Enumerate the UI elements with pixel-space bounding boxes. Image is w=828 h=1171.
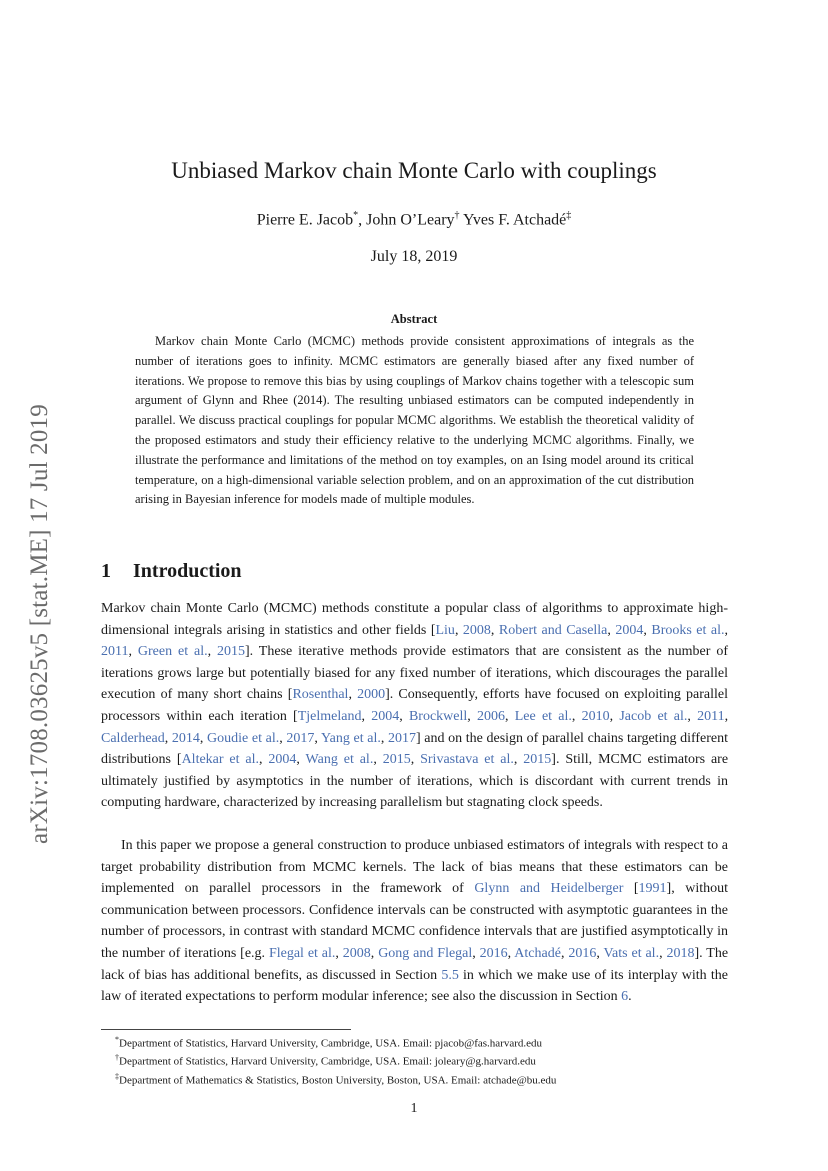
- citation-link[interactable]: 2011: [101, 644, 129, 660]
- body-text: ,: [335, 945, 343, 961]
- body-text: ,: [724, 622, 728, 638]
- citation-link[interactable]: Calderhead: [101, 730, 165, 746]
- citation-link[interactable]: 2004: [615, 622, 644, 638]
- body-text: ]. The lack of bias has additional benefits, as discussed in Section: [101, 945, 729, 983]
- body-text: ,: [507, 945, 515, 961]
- body-text: ,: [199, 730, 208, 746]
- citation-link[interactable]: Robert and Casella: [498, 622, 608, 638]
- footnotes: [115, 1033, 735, 1088]
- arxiv-sidebar: [20, 368, 60, 880]
- author-footnote-mark[interactable]: *: [353, 210, 359, 221]
- body-text: ,: [399, 708, 409, 724]
- citation-link[interactable]: Flegal et al.: [268, 945, 336, 961]
- body-text: ,: [128, 644, 138, 660]
- citation-link[interactable]: Lee et al.: [514, 708, 572, 724]
- footnote-text: Department of Mathematics & Statistics, Boston University, Boston, USA. Email: atchade@bu.edu: [119, 1074, 557, 1087]
- arxiv-identifier: arXiv:1708.03625v5 [stat.ME] 17 Jul 2019: [26, 404, 53, 844]
- body-text: ,: [596, 945, 604, 961]
- citation-link[interactable]: Altekar et al.: [181, 752, 260, 768]
- citation-link[interactable]: Goudie et al.: [207, 730, 280, 746]
- citation-link[interactable]: 2008: [462, 622, 491, 638]
- citation-link[interactable]: 2018: [666, 945, 695, 961]
- page-number: 1: [410, 1101, 418, 1116]
- citation-link[interactable]: 2016: [568, 945, 597, 961]
- body-text: .: [628, 989, 632, 1005]
- section-title: Introduction: [133, 560, 242, 582]
- body-text: ,: [560, 945, 569, 961]
- author-footnote-mark[interactable]: †: [454, 210, 460, 221]
- body-text: ,: [724, 708, 729, 724]
- body-text: ,: [607, 622, 616, 638]
- citation-link[interactable]: Tjelmeland: [297, 708, 362, 724]
- body-text: ,: [571, 708, 582, 724]
- footnote: [115, 1051, 735, 1069]
- citation-link[interactable]: 2004: [268, 752, 297, 768]
- body-text: ,: [279, 730, 287, 746]
- section-number: 1: [101, 560, 111, 582]
- citation-link[interactable]: 1991: [638, 881, 667, 897]
- footnote-mark: ‡: [115, 1071, 119, 1081]
- body-text: ,: [490, 622, 499, 638]
- body-text: ,: [296, 752, 306, 768]
- body-text: ], without communication between processors. Confidence intervals can be constructed with asymptotic guarantees in the number of processors, in contrast with standard MCMC confidence intervals that are justified asymptotically in the number of iterations [e.g.: [101, 881, 728, 961]
- citation-link[interactable]: 2006: [477, 708, 506, 724]
- citation-link[interactable]: Yang et al.: [320, 730, 381, 746]
- section-heading: [101, 560, 242, 583]
- citation-link[interactable]: Vats et al.: [603, 945, 660, 961]
- body-text: ,: [373, 752, 383, 768]
- author-name: John O’Leary: [366, 211, 455, 229]
- author-name: Pierre E. Jacob: [256, 211, 354, 229]
- body-text: ,: [505, 708, 515, 724]
- body-paragraph: [101, 835, 728, 1008]
- body-text: [: [623, 881, 639, 897]
- citation-link[interactable]: 2008: [342, 945, 371, 961]
- citation-link[interactable]: Brooks et al.: [651, 622, 725, 638]
- body-text: ] and on the design of parallel chains targeting different distributions [: [101, 730, 729, 768]
- paper-title: Unbiased Markov chain Monte Carlo with couplings: [171, 158, 657, 183]
- body-text: ,: [314, 730, 321, 746]
- citation-link[interactable]: 2017: [388, 730, 416, 746]
- citation-link[interactable]: 2016: [479, 945, 508, 961]
- body-text: ,: [370, 945, 379, 961]
- body-text: ,: [454, 622, 463, 638]
- body-text: ,: [643, 622, 652, 638]
- body-text: ,: [348, 687, 358, 703]
- citation-link[interactable]: 2015: [217, 644, 245, 660]
- author-footnote-mark[interactable]: ‡: [566, 210, 572, 221]
- citation-link[interactable]: 2004: [371, 708, 400, 724]
- body-text: In this paper we propose a general construction to produce unbiased estimators of integrals with respect to a target probability distribution from MCMC kernels. The lack of bias means that these estimators can be implemented on parallel processors in the framework of: [101, 838, 728, 897]
- citation-link[interactable]: 2015: [382, 752, 411, 768]
- footnote: [115, 1070, 735, 1088]
- body-text: ,: [259, 752, 269, 768]
- paper-date: July 18, 2019: [370, 248, 458, 265]
- citation-link[interactable]: Liu: [435, 622, 455, 638]
- body-text: ,: [207, 644, 217, 660]
- citation-link[interactable]: 2014: [171, 730, 200, 746]
- body-text: ]. Consequently, efforts have focused on exploiting parallel processors within each iteration [: [101, 687, 728, 724]
- citation-link[interactable]: Atchadé: [514, 945, 561, 961]
- body-text: in which we make use of its interplay with the law of iterated expectations to perform modular inference; see also the discussion in Section: [101, 967, 728, 1005]
- body-text: Markov chain Monte Carlo (MCMC) methods constitute a popular class of algorithms to approximate high-dimensional integrals arising in statistics and other fields [: [101, 601, 728, 638]
- author-list: Pierre E. Jacob*, John O’Leary† Yves F. Atchadé‡: [256, 210, 572, 229]
- body-paragraph: [101, 598, 728, 814]
- footnote-divider: [101, 1029, 351, 1030]
- author-name: Yves F. Atchadé: [462, 211, 567, 229]
- citation-link[interactable]: Green et al.: [137, 644, 208, 660]
- body-text: ,: [467, 708, 478, 724]
- section-link[interactable]: 6: [621, 989, 629, 1005]
- citation-link[interactable]: Glynn and Heidelberger: [474, 881, 624, 897]
- citation-link[interactable]: Jacob et al.: [619, 708, 688, 724]
- footnote-text: Department of Statistics, Harvard University, Cambridge, USA. Email: pjacob@fas.harvard.edu: [119, 1037, 543, 1050]
- citation-link[interactable]: Wang et al.: [305, 752, 374, 768]
- citation-link[interactable]: Rosenthal: [292, 687, 349, 703]
- body-text: ]. Still, MCMC estimators are ultimately justified by asymptotics in the number of iterations, which is discordant with current trends in computing hardware, characterized by increasing parallelism but stagnating clock speeds.: [101, 752, 729, 811]
- body-text: ,: [609, 708, 620, 724]
- body-text: ,: [361, 708, 372, 724]
- abstract-text: Markov chain Monte Carlo (MCMC) methods provide consistent approximations of integrals as the number of iterations goes to infinity. MCMC estimators are generally biased after any fixed number of iterations. We propose to remove this bias by using couplings of Markov chains together with a telescopic sum argument of Glynn and Rhee (2014). The resulting unbiased estimators can be computed independently in parallel. We discuss practical couplings for popular MCMC algorithms. We establish the theoretical validity of the proposed estimators and study their efficiency relative to the underlying MCMC algorithms. Finally, we illustrate the performance and limitations of the method on toy examples, on an Ising model around its critical temperature, on a high-dimensional variable selection problem, and on an approximation of the cut distribution arising in Bayesian inference for models made of multiple modules.: [135, 334, 694, 507]
- body-text: ,: [164, 730, 172, 746]
- body-text: ]. These iterative methods provide estimators that are consistent as the number of iterations grows large but potentially biased for any fixed number of iterations, which discourages the parallel execution of many short chains [: [101, 644, 728, 703]
- footnote-mark: *: [115, 1035, 119, 1044]
- citation-link[interactable]: Srivastava et al.: [420, 752, 514, 768]
- section-link[interactable]: 5.5: [441, 967, 459, 983]
- citation-link[interactable]: 2011: [697, 708, 725, 724]
- footnote: [115, 1033, 735, 1051]
- citation-link[interactable]: 2017: [286, 730, 315, 746]
- body-text: ,: [472, 945, 480, 961]
- footnote-mark: †: [115, 1053, 119, 1063]
- body-text: ,: [410, 752, 421, 768]
- body-text: ,: [687, 708, 698, 724]
- citation-link[interactable]: Gong and Flegal: [378, 945, 473, 961]
- citation-link[interactable]: Brockwell: [408, 708, 468, 724]
- body-text: ,: [513, 752, 524, 768]
- citation-link[interactable]: 2015: [523, 752, 552, 768]
- footnote-text: Department of Statistics, Harvard University, Cambridge, USA. Email: joleary@g.harvard.edu: [119, 1055, 536, 1068]
- body-text: ,: [380, 730, 388, 746]
- citation-link[interactable]: 2010: [581, 708, 610, 724]
- body-text: ,: [659, 945, 667, 961]
- abstract-heading: Abstract: [390, 312, 438, 326]
- citation-link[interactable]: 2000: [357, 687, 386, 703]
